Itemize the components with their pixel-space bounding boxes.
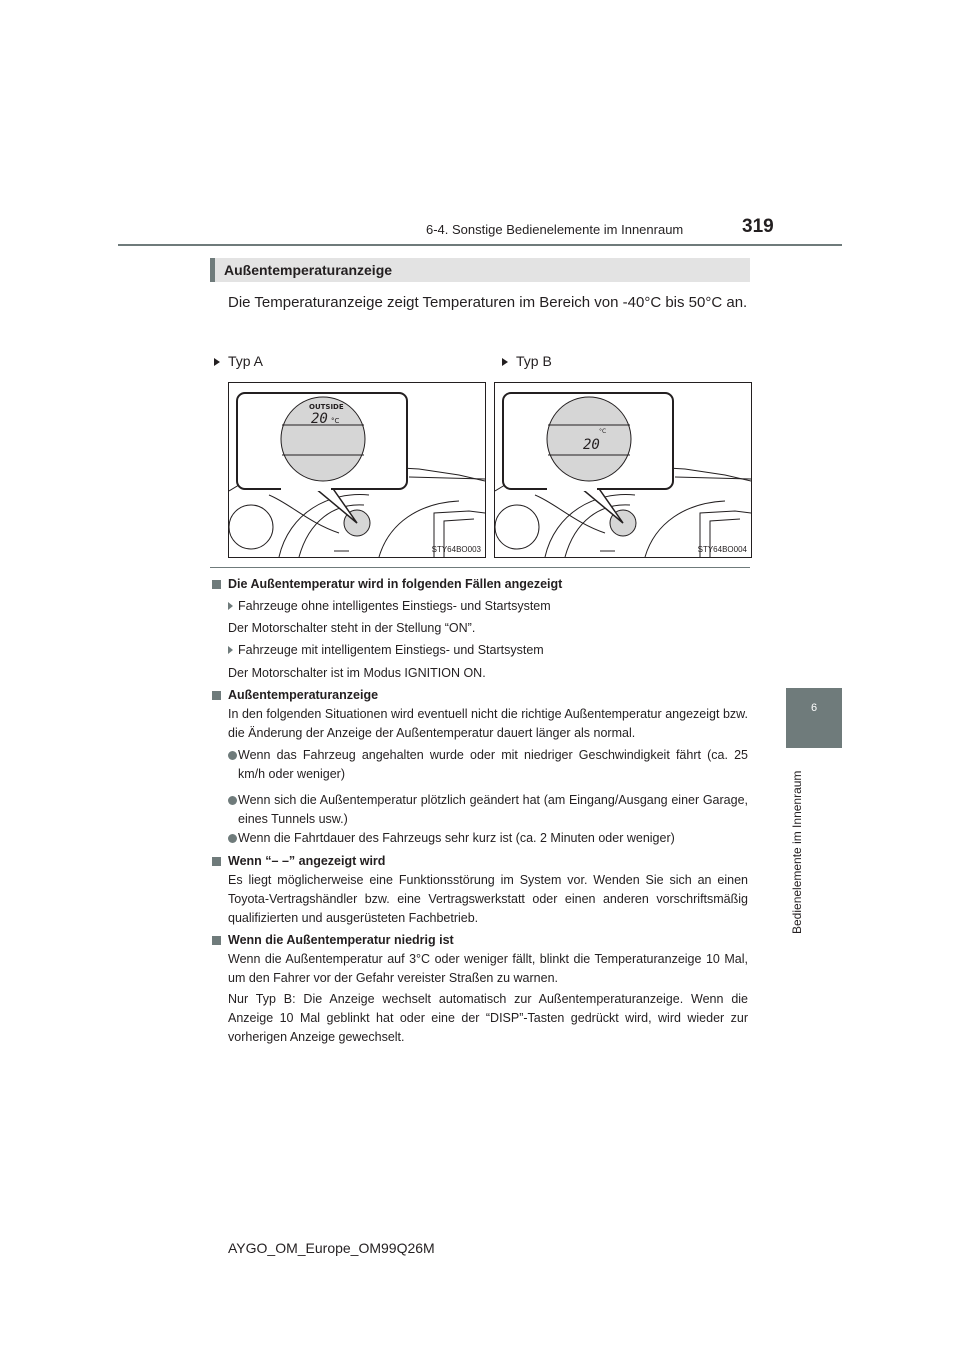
figure-label-a: Typ A	[214, 353, 263, 369]
figure-code-b: STY64BO004	[697, 545, 747, 554]
square-bullet-icon	[212, 691, 221, 700]
case2-text: Der Motorschalter ist im Modus IGNITION ON.	[228, 666, 486, 680]
section-title: Außentemperaturanzeige	[224, 262, 393, 278]
display-temp-value-b: 20	[583, 437, 600, 453]
intro-text: Die Temperaturanzeige zeigt Temperaturen im Bereich von -40°C bis 50°C an.	[228, 294, 748, 311]
chapter-label-text: Bedienelemente im Innenraum	[790, 770, 804, 934]
round-bullet-icon	[228, 796, 237, 805]
square-bullet-icon	[212, 857, 221, 866]
figure-code-a: STY64BO003	[431, 545, 481, 554]
case1-label: Fahrzeuge ohne intelligentes Einstiegs- und Startsystem	[238, 599, 551, 613]
dashboard-illustration-a	[229, 383, 485, 557]
figure-label-b: Typ B	[502, 353, 552, 369]
title-accent	[210, 258, 215, 282]
triangle-icon	[502, 358, 508, 366]
display-temp-value-a: 20	[311, 411, 328, 427]
dashboard-illustration-b	[495, 383, 751, 557]
display-bullet-2: Wenn sich die Außentemperatur plötzlich geändert hat (am Eingang/Ausgang einer Garage, eines Tunnels usw.)	[238, 793, 748, 826]
header-rule	[118, 244, 842, 246]
note-low-text-1: Wenn die Außentemperatur auf 3°C oder weniger fällt, blinkt die Temperaturanzeige 10 Mal, um den Fahrer vor der Gefahr vereister Straßen zu warnen.	[228, 952, 748, 985]
separator-rule	[210, 567, 750, 568]
round-bullet-icon	[228, 751, 237, 760]
figure-typ-b	[494, 382, 752, 558]
chapter-number: 6	[810, 702, 818, 714]
triangle-icon	[214, 358, 220, 366]
square-bullet-icon	[212, 580, 221, 589]
case2-label: Fahrzeuge mit intelligentem Einstiegs- und Startsystem	[238, 643, 544, 657]
chapter-label	[786, 760, 806, 940]
arrow-bullet-icon	[228, 602, 233, 610]
header-section-title: 6-4. Sonstige Bedienelemente im Innenraum	[426, 222, 684, 237]
display-bullet-1: Wenn das Fahrzeug angehalten wurde oder mit niedriger Geschwindigkeit fährt (ca. 25 km/h oder weniger)	[238, 748, 748, 781]
note-heading-dashes: Wenn “– –” angezeigt wird	[228, 854, 386, 868]
footer-document-code: AYGO_OM_Europe_OM99Q26M	[228, 1240, 435, 1256]
note-heading-display: Außentemperaturanzeige	[228, 688, 379, 702]
chapter-tab	[786, 688, 842, 748]
display-unit-a: °C	[331, 417, 340, 425]
page-number: 319	[742, 216, 774, 237]
display-outside-label: OUTSIDE	[309, 403, 344, 411]
note-low-text-2: Nur Typ B: Die Anzeige wechselt automatisch zur Außentemperaturanzeige. Wenn die Anzeige 10 Mal geblinkt hat oder eine der “DISP”-Tasten gedrückt wird, wird wieder zur vorherigen Anzeige gewechselt.	[228, 992, 748, 1044]
case1-text: Der Motorschalter steht in der Stellung “ON”.	[228, 621, 476, 635]
square-bullet-icon	[212, 936, 221, 945]
round-bullet-icon	[228, 834, 237, 843]
display-unit-b: °C	[599, 428, 607, 435]
note-display-text: In den folgenden Situationen wird eventuell nicht die richtige Außentemperatur angezeigt bzw. die Änderung der Anzeige der Außentemperatur dauert länger als normal.	[228, 707, 748, 740]
note-dashes-text: Es liegt möglicherweise eine Funktionsstörung im System vor. Wenden Sie sich an einen Toyota-Vertragshändler bzw. eine Vertragswerkstatt oder einen anderen vorschriftsmäßig qualifizierten und ausgerüsteten Fachbetrieb.	[228, 873, 748, 925]
section-title-bar	[210, 258, 750, 282]
display-bullet-3: Wenn die Fahrtdauer des Fahrzeugs sehr kurz ist (ca. 2 Minuten oder weniger)	[238, 831, 675, 845]
arrow-bullet-icon	[228, 646, 233, 654]
figure-typ-a	[228, 382, 486, 558]
note-heading-displayed: Die Außentemperatur wird in folgenden Fällen angezeigt	[228, 577, 563, 591]
note-heading-low: Wenn die Außentemperatur niedrig ist	[228, 933, 454, 947]
